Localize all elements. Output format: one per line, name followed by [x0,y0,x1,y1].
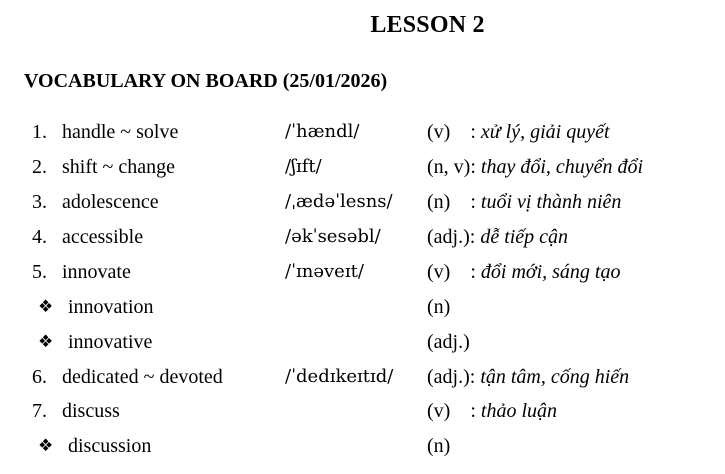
item-number: 7. [32,400,47,422]
pos-label: (n, v): [427,156,481,178]
meaning: dễ tiếp cận [480,226,569,248]
vocab-word: accessible [62,226,144,248]
part-of-speech [427,152,643,182]
diamond-bullet-icon: ❖ [38,297,54,316]
meaning: thay đổi, chuyển đổi [480,156,644,178]
phonetic: /ˈɪnəveɪt/ [285,261,364,282]
item-number: 5. [32,261,47,283]
lesson-title: LESSON 2 [370,12,485,38]
vocab-word: dedicated ~ devoted [62,366,223,388]
pos-label: (v) : [427,400,481,422]
vocab-subrow-innovative [0,327,725,357]
part-of-speech [427,362,629,392]
phonetic: /ˈdedɪkeɪtɪd/ [285,366,394,387]
part-of-speech [427,222,568,252]
pos-label: (v) : [427,261,481,283]
vocab-word: discuss [62,400,120,422]
item-number: 6. [32,366,47,388]
vocab-word: adolescence [62,191,159,213]
vocab-row-5 [0,257,725,287]
item-number: 4. [32,226,47,248]
vocab-row-4 [0,222,725,252]
part-of-speech: (adj.) [427,331,470,353]
item-number: 3. [32,191,47,213]
phonetic: /ʃɪft/ [285,156,322,177]
vocab-row-3 [0,187,725,217]
diamond-bullet-icon: ❖ [38,332,54,351]
vocab-row-2 [0,152,725,182]
part-of-speech [427,187,621,217]
item-number: 1. [32,121,47,143]
vocab-subrow-innovation [0,292,725,322]
meaning: tận tâm, cống hiến [480,366,630,388]
vocab-row-6 [0,362,725,392]
vocab-word: innovation [68,296,154,318]
part-of-speech [427,117,610,147]
vocabulary-heading: VOCABULARY ON BOARD (25/01/2026) [24,70,388,92]
part-of-speech: (n) [427,435,451,457]
vocab-word: innovative [68,331,153,353]
meaning: đổi mới, sáng tạo [480,261,621,283]
part-of-speech [427,396,557,426]
part-of-speech [427,257,620,287]
phonetic: /ˌædəˈlesns/ [285,191,393,212]
vocab-word: shift ~ change [62,156,176,178]
meaning: xử lý, giải quyết [480,121,610,143]
pos-label: (v) : [427,121,481,143]
vocab-word: discussion [68,435,152,457]
pos-label: (adj.): [427,226,481,248]
diamond-bullet-icon: ❖ [38,436,54,455]
item-number: 2. [32,156,47,178]
meaning: tuổi vị thành niên [480,191,622,213]
meaning: thảo luận [480,400,558,422]
vocab-subrow-discussion [0,431,725,461]
pos-label: (n) : [427,191,481,213]
part-of-speech: (n) [427,296,451,318]
pos-label: (adj.): [427,366,481,388]
vocab-word: innovate [62,261,131,283]
vocab-word: handle ~ solve [62,121,179,143]
vocab-row-1 [0,117,725,147]
phonetic: /əkˈsesəbl/ [285,226,381,247]
phonetic: /ˈhændl/ [285,121,360,142]
vocab-row-7 [0,396,725,426]
